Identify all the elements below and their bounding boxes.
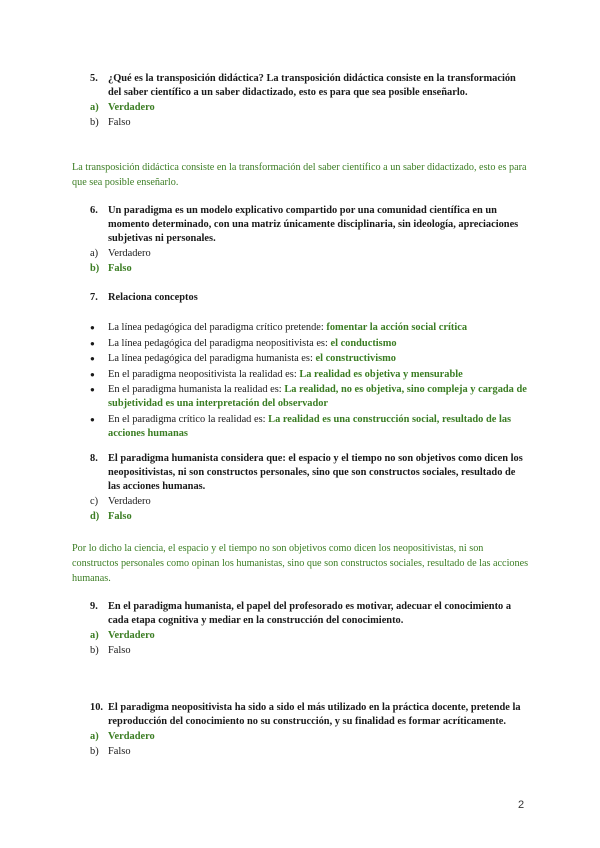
- option-letter: b): [90, 117, 99, 128]
- option-letter: b): [90, 645, 99, 656]
- option-false: [90, 510, 530, 524]
- question-text: Relaciona conceptos: [108, 292, 198, 303]
- relation-prompt: La línea pedagógica del paradigma humanista es:: [108, 353, 313, 364]
- option-letter: b): [90, 746, 99, 757]
- question-8: [90, 452, 530, 524]
- option-label: Falso: [108, 645, 131, 656]
- option-false: [90, 116, 530, 130]
- relation-answer: fomentar la acción social crítica: [326, 322, 468, 333]
- option-label: Falso: [108, 746, 131, 757]
- relation-prompt: En el paradigma crítico la realidad es:: [108, 413, 266, 425]
- option-false: [90, 644, 530, 658]
- option-letter: a): [90, 630, 99, 641]
- option-label: Falso: [108, 511, 132, 522]
- question-5: [90, 72, 530, 130]
- relation-answer: el conductismo: [330, 337, 397, 349]
- relation-item: [90, 368, 535, 382]
- option-false: [90, 745, 530, 759]
- question-number: 7.: [90, 292, 98, 303]
- relation-item: [90, 321, 535, 335]
- relation-prompt: La línea pedagógica del paradigma neopositivista es:: [108, 337, 328, 349]
- bullet-icon: ●: [90, 369, 95, 379]
- question-number: 8.: [90, 453, 98, 464]
- explanation-note-q8: Por lo dicho la ciencia, el espacio y el tiempo no son objetivos como dicen los neopositivistas, ni son constructos personales como opinan los humanistas, sino que son constructos sociales, resultado de las acciones humanas.: [72, 543, 529, 584]
- relation-prompt: En el paradigma neopositivista la realidad es:: [108, 368, 297, 380]
- option-letter: a): [90, 731, 99, 742]
- bullet-icon: ●: [90, 354, 95, 363]
- option-letter: a): [90, 248, 99, 259]
- option-label: Verdadero: [108, 496, 151, 507]
- bullet-icon: ●: [90, 414, 95, 424]
- option-true: [90, 247, 530, 261]
- option-true: [90, 730, 530, 744]
- bullet-icon: ●: [90, 323, 95, 332]
- option-true: [90, 495, 530, 509]
- option-label: Verdadero: [108, 630, 155, 641]
- question-text: El paradigma humanista considera que: el espacio y el tiempo no son objetivos como dicen los neopositivistas, ni son constructos personales, sino que son constructos sociales, resultado de las acciones humanas.: [108, 453, 523, 492]
- option-label: Falso: [108, 263, 132, 274]
- question-number: 10.: [90, 702, 103, 713]
- option-label: Verdadero: [108, 248, 151, 259]
- relation-item: [90, 383, 535, 411]
- question-number: 5.: [90, 73, 98, 84]
- question-number: 6.: [90, 205, 98, 216]
- question-number: 9.: [90, 601, 98, 612]
- option-letter: d): [90, 511, 100, 522]
- option-true: [90, 629, 530, 643]
- relation-answer: La realidad, no es objetiva, sino compleja y cargada de subjetividad es una interpretación del observador: [108, 384, 527, 409]
- option-letter: c): [90, 496, 99, 507]
- question-text: En el paradigma humanista, el papel del profesorado es motivar, adecuar el conocimiento a cada etapa cognitiva y mediar en la construcción del conocimiento.: [108, 601, 512, 626]
- relation-answer: La realidad es objetiva y mensurable: [299, 368, 463, 380]
- option-true: [90, 101, 530, 115]
- question-text: Un paradigma es un modelo explicativo compartido por una comunidad científica en un momento determinado, con una matriz únicamente disciplinaria, sin ideología, apreciaciones subjetivas ni personales.: [108, 205, 519, 244]
- relation-prompt: La línea pedagógica del paradigma crítico pretende:: [108, 322, 324, 333]
- question-text: ¿Qué es la transposición didáctica? La transposición didáctica consiste en la transformación del saber científico a un saber didactizado, esto es para que sea posible enseñarlo.: [108, 73, 516, 98]
- explanation-note-q5: La transposición didáctica consiste en la transformación del saber científico a un saber didactizado, esto es para que sea posible enseñarlo.: [72, 162, 527, 188]
- bullet-icon: ●: [90, 385, 95, 394]
- question-10: [90, 701, 530, 759]
- question-6: [90, 204, 530, 276]
- option-label: Falso: [108, 117, 131, 128]
- page-number: 2: [518, 799, 525, 811]
- question-9: [90, 600, 530, 658]
- relation-item: [90, 413, 535, 441]
- option-letter: b): [90, 263, 100, 274]
- option-label: Verdadero: [108, 102, 155, 113]
- option-label: Verdadero: [108, 731, 155, 742]
- option-false: [90, 262, 530, 276]
- relation-answer: el constructivismo: [315, 353, 396, 364]
- bullet-icon: ●: [90, 338, 95, 348]
- question-text: El paradigma neopositivista ha sido a sido el más utilizado en la práctica docente, pretende la reproducción del conocimiento no su construcción, y su finalidad es formar acríticamente.: [108, 702, 521, 727]
- relation-list: [90, 321, 535, 442]
- relation-answer: La realidad es una construcción social, resultado de las acciones humanas: [108, 413, 512, 439]
- relation-item: [90, 337, 535, 351]
- question-7: [90, 291, 530, 305]
- relation-item: [90, 352, 535, 366]
- relation-prompt: En el paradigma humanista la realidad es:: [108, 384, 282, 395]
- option-letter: a): [90, 102, 99, 113]
